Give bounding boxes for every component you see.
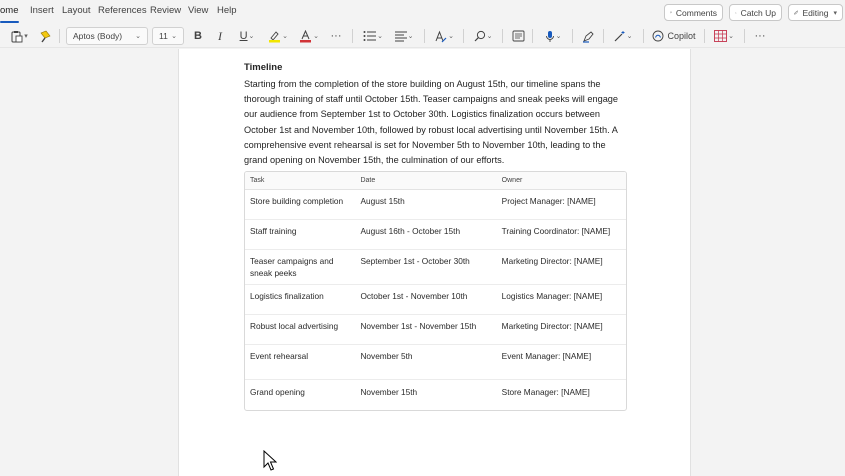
body-paragraph: Starting from the completion of the store building on August 15th, our timeline spans the thorough training of staff until October 15th. Teaser campaigns and sneak peeks will engage our audience from September 1st to October 30th. Logistics finalization occurs between October 1st and November 10th, followed by robust local advertising until November 15th. A comprehensive event rehearsal is set for November 5th to November 10th, leading to the grand opening on November 15th, the culmination of our efforts. bbox=[244, 79, 619, 166]
active-tab-indicator bbox=[0, 21, 19, 23]
dictate-button[interactable] bbox=[540, 27, 566, 45]
font-name-value: Aptos (Body) bbox=[73, 31, 123, 41]
editor-pen-icon bbox=[582, 30, 595, 43]
styles-icon bbox=[434, 30, 447, 43]
bullets-button[interactable] bbox=[360, 27, 386, 45]
table-header-row bbox=[245, 172, 626, 190]
menu-review[interactable]: Review bbox=[150, 5, 182, 16]
cell-owner: Training Coordinator: [NAME] bbox=[501, 226, 611, 236]
clipboard-icon bbox=[10, 30, 23, 43]
chevron-down-icon: ▾ bbox=[833, 9, 837, 17]
section-heading: Timeline bbox=[244, 62, 283, 73]
font-color-button[interactable] bbox=[296, 27, 322, 45]
document-page[interactable] bbox=[178, 49, 691, 476]
microphone-icon bbox=[545, 30, 555, 43]
cell-task: Staff training bbox=[250, 226, 297, 236]
highlight-button[interactable] bbox=[265, 27, 291, 45]
cell-task: Teaser campaigns and sneak peeks bbox=[250, 256, 334, 278]
cell-owner: Store Manager: [NAME] bbox=[501, 387, 590, 397]
chevron-down-icon: ⌄ bbox=[728, 33, 734, 40]
chevron-down-icon: ⌄ bbox=[377, 33, 383, 40]
bulleted-list-icon bbox=[363, 30, 376, 42]
table-row bbox=[245, 315, 626, 345]
cell-task: Store building completion bbox=[250, 196, 344, 206]
chevron-down-icon: ⌄ bbox=[486, 33, 493, 40]
copilot-button[interactable] bbox=[650, 27, 698, 45]
cell-date: November 15th bbox=[360, 387, 418, 397]
font-size-dropdown[interactable] bbox=[152, 27, 184, 45]
table-button[interactable] bbox=[711, 27, 737, 45]
cell-owner: Marketing Director: [NAME] bbox=[501, 321, 603, 331]
cell-owner: Event Manager: [NAME] bbox=[501, 351, 592, 361]
underline-label: U bbox=[239, 30, 248, 42]
chevron-down-icon: ⌄ bbox=[282, 33, 288, 40]
comments-button[interactable] bbox=[664, 4, 723, 21]
find-button[interactable] bbox=[470, 27, 496, 45]
align-button[interactable] bbox=[391, 27, 417, 45]
toolbar-separator bbox=[463, 29, 464, 43]
header-task: Task bbox=[250, 176, 265, 184]
bold-button[interactable]: B bbox=[194, 30, 202, 42]
chevron-down-icon: ⌄ bbox=[135, 33, 141, 40]
paste-button[interactable] bbox=[6, 27, 32, 45]
chevron-down-icon: ⌄ bbox=[555, 33, 562, 40]
copilot-icon bbox=[652, 30, 664, 42]
more-options-button[interactable]: ··· bbox=[754, 30, 766, 42]
italic-button[interactable]: I bbox=[218, 28, 222, 43]
menu-insert[interactable]: Insert bbox=[30, 5, 54, 16]
timeline-table bbox=[244, 171, 627, 411]
toolbar-separator bbox=[744, 29, 745, 43]
underline-button[interactable] bbox=[234, 27, 260, 45]
cell-date: August 16th - October 15th bbox=[360, 226, 461, 236]
cell-date: September 1st - October 30th bbox=[360, 256, 470, 266]
table-row bbox=[245, 380, 626, 410]
cell-task: Event rehearsal bbox=[250, 351, 309, 361]
chevron-down-icon: ⌄ bbox=[626, 33, 633, 40]
cell-task: Logistics finalization bbox=[250, 291, 324, 301]
header-owner: Owner bbox=[501, 176, 523, 184]
chevron-down-icon: ⌄ bbox=[171, 33, 177, 40]
table-row bbox=[245, 190, 626, 220]
toolbar-separator bbox=[643, 29, 644, 43]
editor-button[interactable] bbox=[579, 27, 597, 45]
menu-references[interactable]: References bbox=[98, 5, 147, 16]
cell-task: Robust local advertising bbox=[250, 321, 339, 331]
cell-date: November 5th bbox=[360, 351, 413, 361]
font-size-value: 11 bbox=[159, 31, 168, 41]
table-row bbox=[245, 250, 626, 285]
copilot-label: Copilot bbox=[667, 31, 696, 41]
toolbar-separator bbox=[502, 29, 503, 43]
toolbar-separator bbox=[572, 29, 573, 43]
mouse-cursor-icon bbox=[263, 450, 277, 471]
cell-date: August 15th bbox=[360, 196, 405, 206]
reader-icon bbox=[512, 30, 525, 42]
chevron-down-icon: ▾ bbox=[24, 33, 28, 40]
header-date: Date bbox=[360, 176, 376, 184]
cell-owner: Marketing Director: [NAME] bbox=[501, 256, 603, 266]
toolbar-separator bbox=[704, 29, 705, 43]
chevron-down-icon: ⌄ bbox=[248, 33, 255, 40]
styles-button[interactable] bbox=[431, 27, 457, 45]
catch-up-button[interactable] bbox=[729, 4, 782, 21]
toolbar-separator bbox=[352, 29, 353, 43]
comment-icon bbox=[670, 8, 672, 17]
format-painter-icon bbox=[39, 30, 52, 43]
cell-task: Grand opening bbox=[250, 387, 305, 397]
table-row bbox=[245, 220, 626, 250]
chevron-down-icon: ⌄ bbox=[448, 33, 454, 40]
align-left-icon bbox=[395, 31, 407, 42]
cell-owner: Project Manager: [NAME] bbox=[501, 196, 596, 206]
table-icon bbox=[714, 30, 727, 42]
menu-home[interactable]: ome bbox=[0, 5, 19, 16]
pencil-icon bbox=[794, 8, 798, 17]
pulse-icon bbox=[735, 9, 737, 17]
menu-bar bbox=[0, 0, 845, 24]
cell-owner: Logistics Manager: [NAME] bbox=[501, 291, 603, 301]
chevron-down-icon: ⌄ bbox=[407, 33, 414, 40]
highlighter-icon bbox=[268, 30, 281, 43]
editing-label: Editing bbox=[802, 7, 829, 18]
toolbar-separator bbox=[424, 29, 425, 43]
ribbon-toolbar bbox=[0, 24, 845, 48]
menu-help[interactable]: Help bbox=[217, 5, 237, 16]
wand-icon bbox=[614, 30, 626, 42]
table-row bbox=[245, 285, 626, 315]
editing-mode-button[interactable] bbox=[788, 4, 843, 21]
more-font-options-button[interactable]: ··· bbox=[330, 30, 342, 42]
toolbar-separator bbox=[59, 29, 60, 43]
immersive-reader-button[interactable] bbox=[509, 27, 527, 45]
search-icon bbox=[474, 30, 486, 42]
cell-date: October 1st - November 10th bbox=[360, 291, 468, 301]
comments-label: Comments bbox=[675, 7, 717, 18]
format-painter-button[interactable] bbox=[36, 27, 54, 45]
menu-layout[interactable]: Layout bbox=[62, 5, 91, 16]
designer-button[interactable] bbox=[610, 27, 636, 45]
font-name-dropdown[interactable] bbox=[66, 27, 148, 45]
toolbar-separator bbox=[532, 29, 533, 43]
menu-view[interactable]: View bbox=[188, 5, 209, 16]
font-color-icon bbox=[299, 30, 312, 43]
toolbar-separator bbox=[603, 29, 604, 43]
catch-up-label: Catch Up bbox=[740, 7, 776, 18]
cell-date: November 1st - November 15th bbox=[360, 321, 477, 331]
chevron-down-icon: ⌄ bbox=[313, 33, 319, 40]
table-row bbox=[245, 345, 626, 380]
